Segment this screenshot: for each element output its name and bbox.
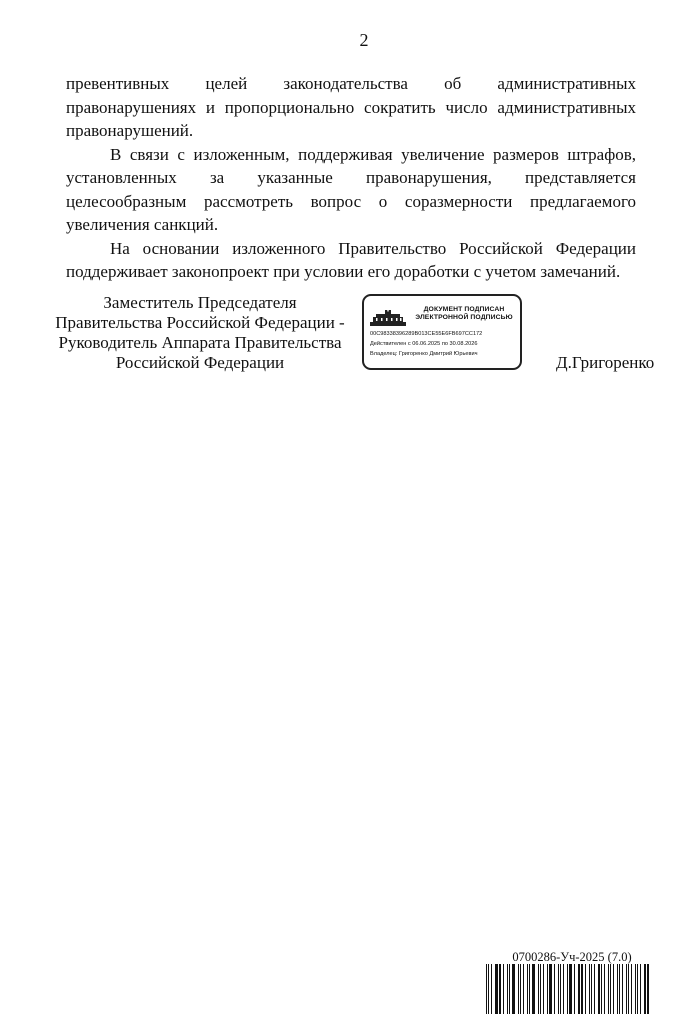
barcode-bar (598, 964, 600, 1014)
barcode-bar (499, 964, 501, 1014)
position-line-4: Российской Федерации (115, 353, 285, 372)
barcode-bar (635, 964, 636, 1014)
barcode-bar (491, 964, 492, 1014)
barcode-bar (532, 964, 535, 1014)
page-number: 2 (359, 30, 369, 50)
barcode-bar (604, 964, 605, 1014)
barcode-bar (520, 964, 521, 1014)
barcode-bar (589, 964, 590, 1014)
stamp-title-line1: ДОКУМЕНТ ПОДПИСАН (423, 306, 505, 313)
position-line-1: Заместитель Председателя (103, 293, 297, 312)
barcode-bar (622, 964, 623, 1014)
position-line-2: Правительства Российской Федерации - (55, 313, 345, 332)
barcode-bar (486, 964, 487, 1014)
barcode-bar (527, 964, 528, 1014)
paragraph-3: На основании изложенного Правительство Российской Федерации поддерживает законопроект при условии его доработки с учетом замечаний. (66, 238, 636, 281)
barcode-bar (529, 964, 530, 1014)
stamp-details (370, 329, 520, 359)
barcode-bar (626, 964, 627, 1014)
barcode-bar (647, 964, 649, 1014)
barcode-bar (640, 964, 641, 1014)
barcode-bar (581, 964, 583, 1014)
barcode-bar (619, 964, 620, 1014)
barcode-bar (495, 964, 498, 1014)
stamp-title (408, 306, 520, 322)
barcode-bar (637, 964, 638, 1014)
barcode-bar (523, 964, 524, 1014)
barcode-bar (503, 964, 504, 1014)
certificate-validity: Действителен с 06.06.2025 по 30.08.2026 (370, 341, 478, 347)
barcode-bar (549, 964, 552, 1014)
barcode-bar (608, 964, 609, 1014)
barcode-bar (560, 964, 561, 1014)
certificate-owner: Владелец: Григоренко Дмитрий Юрьевич (370, 351, 478, 357)
barcode-bar (578, 964, 580, 1014)
barcode-bar (601, 964, 602, 1014)
certificate-serial: 00C98338396289B013CE55E6FB697CC172 (370, 331, 483, 337)
barcode-bar (518, 964, 519, 1014)
barcode-bar (628, 964, 629, 1014)
barcode-bar (563, 964, 564, 1014)
government-building-icon (370, 310, 406, 326)
barcode-bar (540, 964, 541, 1014)
barcode-bar (543, 964, 544, 1014)
barcode-bar (509, 964, 510, 1014)
barcode-bar (610, 964, 611, 1014)
barcode-bar (574, 964, 575, 1014)
barcode-bar (567, 964, 568, 1014)
barcode-bar (547, 964, 548, 1014)
electronic-signature-stamp (362, 294, 522, 370)
barcode-bar (558, 964, 559, 1014)
barcode-bar (554, 964, 555, 1014)
barcode-bar (644, 964, 646, 1014)
barcode-bar (512, 964, 515, 1014)
barcode-bar (488, 964, 489, 1014)
barcode-icon (484, 964, 654, 1014)
barcode-bar (613, 964, 614, 1014)
stamp-title-line2: ЭЛЕКТРОННОЙ ПОДПИСЬЮ (415, 314, 513, 321)
barcode-bar (507, 964, 508, 1014)
document-code: 0700286-Уч-2025 (7.0) (512, 950, 632, 964)
paragraph-1: превентивных целей законодательства об административных правонарушениях и пропорционально сократить число административных правонарушений. (66, 74, 636, 140)
barcode-bar (631, 964, 632, 1014)
barcode-bar (594, 964, 595, 1014)
barcode-bar (591, 964, 592, 1014)
document-body (66, 72, 636, 284)
barcode-bar (617, 964, 618, 1014)
paragraph-2: В связи с изложенным, поддерживая увеличение размеров штрафов, установленных за указанные правонарушения, представляется целесообразным рассмотреть вопрос о соразмерности предлагаемого увеличения санкций. (66, 144, 636, 234)
barcode-bar (569, 964, 572, 1014)
signature-position (40, 293, 360, 373)
barcode-bar (585, 964, 586, 1014)
position-line-3: Руководитель Аппарата Правительства (58, 333, 342, 352)
barcode-bar (538, 964, 539, 1014)
signer-name: Д.Григоренко (556, 353, 655, 372)
